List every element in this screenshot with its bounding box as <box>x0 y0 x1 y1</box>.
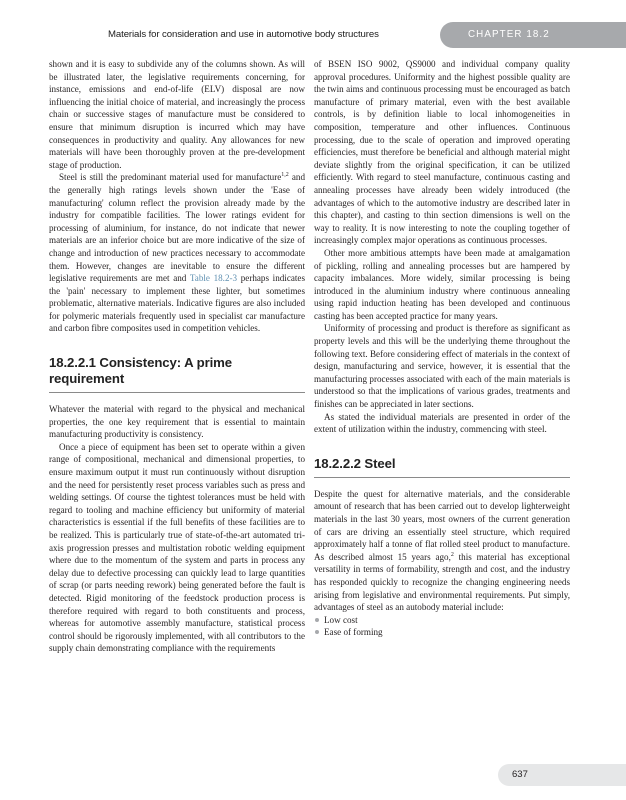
paragraph-text: perhaps indicates the 'pain' necessary to implement these lighter, but sometimes problematic, alternative materials. Indicative figures are also included for polymeric materials frequently used in specialist car manufacture and carbon fibre composites used in competition vehicles. <box>49 273 305 334</box>
body-paragraph: of BSEN ISO 9002, QS9000 and individual company quality approval procedures. Uniformity and the highest possible quality are the twin aims and continuous processing must be encouraged as batch manufacture of primary material, even with the best available controls, is by definition liable to local inhomogeneities in composition, temperature and other influences. Continuous processing, due to the scale of operation and improved operating efficiencies, must therefore be beneficial and although material might deviate slightly from the original specification, it can be utilized efficiently. With regard to steel manufacture, continuous casting and annealing processes have already been widely introduced (the advantages of which to the automotive industry are described later in this chapter), and casting to thin section dimensions is well on the way to reality. It is now interesting to note the coupling together of increasingly complex major operations as continuous processes. <box>314 59 570 246</box>
bullet-list <box>314 614 570 639</box>
body-paragraph: Other more ambitious attempts have been made at amalgamation of pickling, rolling and annealing processes but are hampered by capacity imbalances. More widely, similar processing is being introduced in the aluminium industry where continuous annealing using rapid induction heating has been developed and continuous casting has been accepted practice for many years. <box>314 247 570 321</box>
running-header-title: Materials for consideration and use in automotive body structures <box>108 29 379 40</box>
body-paragraph: Once a piece of equipment has been set to operate within a given range of compositional, mechanical and dimensional properties, to ensure maximum output it must run continuously without disruption and the need for persistently reset process variables such as press and welding settings. Of course the tightest tolerances must be held with regard to tooling and machine efficiency but uniformity of material characteristics is essential if the full benefits of these facilities are to be realized. This is particularly true of state-of-the-art automated tri-axis progression presses and multistation robotic welding equipment where due to the momentum of the system and parts in process any delay due to defective processing can quickly lead to large quantities of scrap (or parts needing rework) being generated before the fault is detected. Rigid monitoring of the feedstock production process is therefore required with regard to both constituents and process, whereas for automotive assembly manufacture, statistical process control should be rigorously implemented, with all contributors to the supply chain demonstrating compliance with the requirements <box>49 441 305 654</box>
body-paragraph: Uniformity of processing and product is therefore as significant as property levels and this will be the underlying theme throughout the following text. Before considering effect of materials in the context of design, manufacturing and service, however, it is essential that the manufacturing processes associated with each of the main materials is understood so that the implications of various grades, treatments and finishes can be appreciated in later sections. <box>314 323 570 410</box>
page-number: 637 <box>512 769 528 780</box>
paragraph-text: Steel is still the predominant material used for manufacture <box>59 172 282 183</box>
list-item-text: Low cost <box>324 614 358 625</box>
body-paragraph <box>49 171 305 335</box>
paragraph-text: Despite the quest for alternative materials, and the considerable amount of research that has been carried out to develop lighterweight materials in the last 30 years, most owners of the current generation of cars are driving an essentially steel structure, which required approximately half a tonne of flat rolled steel product to manufacture. As described almost 15 years ago, <box>314 488 570 562</box>
list-item <box>314 614 570 627</box>
paragraph-text: this material has exceptional versatility in terms of formability, strength and cost, and the industry has responded quickly to recognize the changing engineering needs arising from legislative and environmental requirements. Put simply, advantages of steel as an autobody material include: <box>314 551 570 613</box>
left-column <box>49 58 305 655</box>
body-paragraph: As stated the individual materials are presented in order of the extent of utilization within the industry, commencing with steel. <box>314 411 570 435</box>
paragraph-text: and the generally high ratings levels shown under the 'Ease of manufacturing' column reflect the provision already made by the industry for compatible facilities. The lower ratings evident for processing of aluminium, for instance, do not indicate that newer materials are an inferior choice but are more indicative of the size of change and introduction of new practices necessary to accommodate them. However, changes are inevitable to ensure the different legislative requirements are met and <box>49 172 305 284</box>
reference-superscript: 2 <box>450 551 454 558</box>
section-heading: 18.2.2.2 Steel <box>314 455 396 471</box>
bullet-icon <box>315 618 319 622</box>
list-item <box>314 626 570 639</box>
body-paragraph: Whatever the material with regard to the physical and mechanical properties, the one key requirement that is essential to maintain manufacturing productivity is consistency. <box>49 404 305 440</box>
right-column <box>314 58 570 639</box>
chapter-label: CHAPTER 18.2 <box>468 29 550 40</box>
bullet-icon <box>315 630 319 634</box>
body-paragraph: shown and it is easy to subdivide any of the columns shown. As will be illustrated later, the legislative requirements concerning, for instance, emissions and end-of-life (ELV) disposal are now influencing the initial choice of material, and increasingly the process chain or successive stages of manufacture must be considered to ensure that minimum disruption is incurred which may have consequences in productivity and quality. Any allowances for new materials will have been thoroughly proven at the pre-development stage of production. <box>49 59 305 170</box>
section-heading: 18.2.2.1 Consistency: A prime requirement <box>49 355 233 387</box>
list-item-text: Ease of forming <box>324 627 383 638</box>
body-paragraph <box>314 488 570 614</box>
reference-superscript: 1,2 <box>281 172 289 179</box>
table-link[interactable]: Table 18.2-3 <box>189 273 238 284</box>
